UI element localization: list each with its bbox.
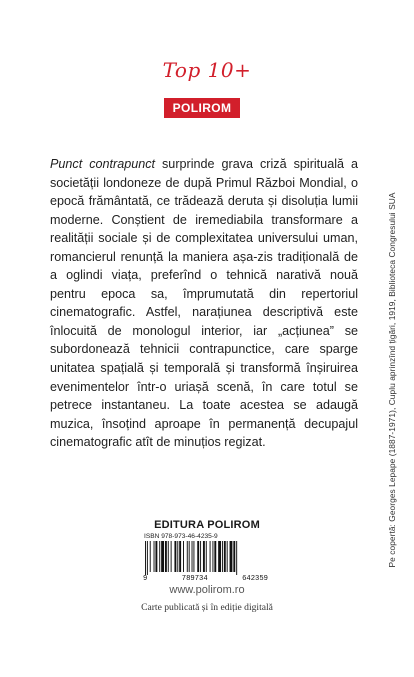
barcode-digits-right: 642359 [242, 575, 268, 583]
barcode-bar [174, 541, 176, 572]
barcode-bar [147, 541, 148, 575]
barcode-digit-first: 9 [143, 575, 148, 583]
barcode-bar [236, 541, 237, 575]
barcode-bar [165, 541, 167, 572]
barcode-bar [168, 541, 169, 572]
barcode-bar [159, 541, 160, 572]
barcode-bar [150, 541, 151, 572]
polirom-logo [164, 98, 240, 118]
barcode-bar [222, 541, 223, 572]
barcode-bar [206, 541, 207, 572]
isbn-barcode-block [142, 532, 272, 584]
barcode-bar [197, 541, 199, 572]
barcode-bar [210, 541, 211, 572]
blurb-book-title: Punct contrapunct [50, 157, 156, 171]
top-10-series-mark: Top 10+ [162, 58, 252, 82]
barcode-bar [154, 541, 155, 572]
barcode-bar [192, 541, 193, 572]
barcode-bar [214, 541, 216, 572]
barcode-bar [193, 541, 194, 572]
barcode-bar [227, 541, 228, 572]
barcode-bar [212, 541, 213, 572]
book-blurb [50, 155, 358, 452]
barcode-bar [183, 541, 184, 572]
barcode-bar [230, 541, 233, 572]
barcode-bar [177, 541, 178, 572]
barcode-bar [179, 541, 181, 572]
barcode-bar [233, 541, 235, 572]
barcode-bar [203, 541, 205, 572]
polirom-logo-text: POLIROM [172, 101, 232, 115]
barcode-bar [224, 541, 226, 572]
barcode-bar [187, 541, 188, 572]
publisher-name: EDITURA POLIROM [154, 519, 260, 531]
barcode-digits-left: 789734 [181, 575, 208, 583]
publisher-website: www.polirom.ro [169, 584, 245, 596]
barcode-bar [161, 541, 164, 572]
barcode-image [142, 541, 272, 575]
barcode-bar [155, 541, 157, 572]
barcode-bar [189, 541, 190, 572]
barcode-digits [142, 575, 272, 584]
barcode-bar [171, 541, 172, 572]
digital-edition-note: Carte publicată și în ediție digitală [141, 602, 273, 613]
barcode-bar [200, 541, 201, 572]
isbn-number: ISBN 978-973-46-4235-9 [144, 533, 218, 540]
blurb-text: surprinde grava criză spirituală a societății londoneze de după Primul Război Mondial, o epocă frământată, ce trădează deruta și disoluția lumii moderne. Conștient de iremediabila transformare a realității sociale și de complexitatea universului uman, romancierul renunță la maniera așa-zis tradițională de a oglindi viața, preferînd o tehnică narativă nouă pentru epoca sa, împrumutată din repertoriul cinematografic. Astfel, narațiunea descriptivă este înlocuită de monologul interior, iar „acțiunea” se subordonează tehnicii contrapunctice, care sparge unitatea spațială și temporală și transformă înșiruirea evenimentelor într-o uriașă scenă, în care totul se petrece instantaneu. La toate acestea se adaugă muzica, însoțind aproape în permanență decupajul cinematografic atît de minuțios regizat. [50, 157, 358, 450]
barcode-bar [145, 541, 146, 575]
barcode-bar [218, 541, 221, 572]
cover-art-credit: Pe copertă: Georges Lepape (1887-1971), Cuplu aprinzînd țigări, 1919, Biblioteca Congresului SUA [387, 192, 397, 568]
